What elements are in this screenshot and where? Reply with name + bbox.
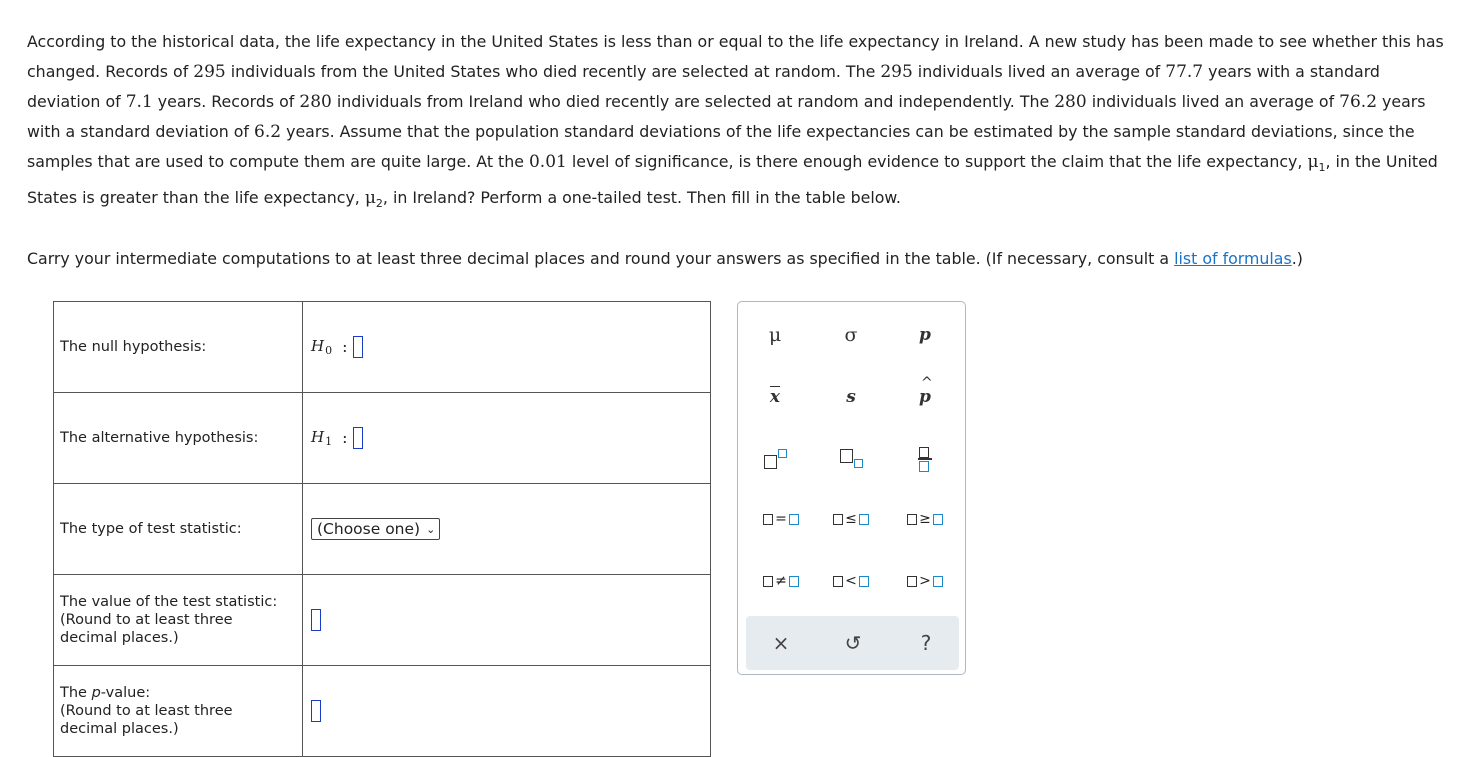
answer-table bbox=[53, 301, 711, 757]
null-hypothesis-symbol: H $_0$ : bbox=[311, 336, 348, 357]
null-hypothesis-input[interactable] bbox=[353, 336, 363, 358]
p-value-label: The p-value: (Round to at least three decimal places.) bbox=[54, 666, 303, 757]
less-equal-button[interactable]: ≤ bbox=[826, 502, 876, 536]
p-hat-button[interactable]: ^ p bbox=[919, 375, 933, 407]
table-row bbox=[54, 666, 711, 757]
not-equal-button[interactable]: ≠ bbox=[756, 564, 806, 598]
test-statistic-value-input[interactable] bbox=[311, 609, 321, 631]
table-row bbox=[54, 484, 711, 575]
table-row bbox=[54, 393, 711, 484]
close-icon: × bbox=[772, 631, 790, 655]
clear-button[interactable] bbox=[756, 626, 806, 660]
instructions: Carry your intermediate computations to at least three decimal places and round your answers as specified in the table. (If necessary, consult a list of formulas.) bbox=[27, 249, 1303, 268]
palette-footer bbox=[746, 616, 959, 670]
p-button[interactable]: p bbox=[919, 325, 931, 345]
test-statistic-type-select[interactable]: (Choose one) ⌄ bbox=[311, 518, 440, 540]
test-statistic-value-label: The value of the test statistic: (Round to at least three decimal places.) bbox=[54, 575, 303, 666]
alternative-hypothesis-input[interactable] bbox=[353, 427, 363, 449]
alternative-hypothesis-label: The alternative hypothesis: bbox=[54, 393, 303, 484]
null-hypothesis-label: The null hypothesis: bbox=[54, 302, 303, 393]
subscript-button[interactable] bbox=[826, 442, 876, 476]
mu-button[interactable]: μ bbox=[768, 324, 782, 346]
table-row bbox=[54, 302, 711, 393]
help-icon: ? bbox=[920, 631, 932, 655]
greater-than-button[interactable]: > bbox=[900, 564, 950, 598]
less-than-button[interactable]: < bbox=[826, 564, 876, 598]
p-value-input[interactable] bbox=[311, 700, 321, 722]
alternative-hypothesis-symbol: H $_1$ : bbox=[311, 427, 348, 448]
superscript-button[interactable] bbox=[750, 442, 800, 476]
mu2-symbol: μ bbox=[364, 188, 376, 209]
undo-icon: ↺ bbox=[844, 631, 862, 655]
mu1-symbol: μ bbox=[1307, 152, 1319, 172]
fraction-button[interactable] bbox=[900, 442, 950, 476]
test-statistic-type-label: The type of test statistic: bbox=[54, 484, 303, 575]
symbol-palette bbox=[737, 301, 966, 675]
help-button[interactable] bbox=[901, 626, 951, 660]
chevron-down-icon: ⌄ bbox=[426, 522, 436, 536]
problem-statement: According to the historical data, the life expectancy in the United States is less than or equal to the life expectancy in Ireland. A new study has been made to see whether this has changed. Records of 295 individuals from the United States who died recently are selected at random. The 295 individuals lived an average of 77.7 years with a standard deviation of 7.1 years. Records of 280 individuals from Ireland who died recently are selected at random and independently. The 280 individuals lived an average of 76.2 years with a standard deviation of 6.2 years. Assume that the population standard deviations of the life expectancies can be estimated by the sample standard deviations, since the samples that are used to compute them are quite large. At the 0.01 level of significance, is there enough evidence to support the claim that the life expectancy, $\mu_1$, in the United States is greater than the life expectancy, $\mu_2$, in Ireland? Perform a one-tailed test. Then fill in the table below. bbox=[27, 32, 1444, 211]
greater-equal-button[interactable]: ≥ bbox=[900, 502, 950, 536]
table-row bbox=[54, 575, 711, 666]
undo-button[interactable] bbox=[828, 626, 878, 660]
equals-button[interactable]: = bbox=[756, 502, 806, 536]
sigma-button[interactable]: σ bbox=[844, 324, 858, 346]
s-button[interactable]: s bbox=[846, 387, 856, 407]
x-bar-button[interactable]: $\overline{x}$ bbox=[769, 387, 781, 407]
list-of-formulas-link[interactable]: list of formulas bbox=[1174, 249, 1292, 268]
